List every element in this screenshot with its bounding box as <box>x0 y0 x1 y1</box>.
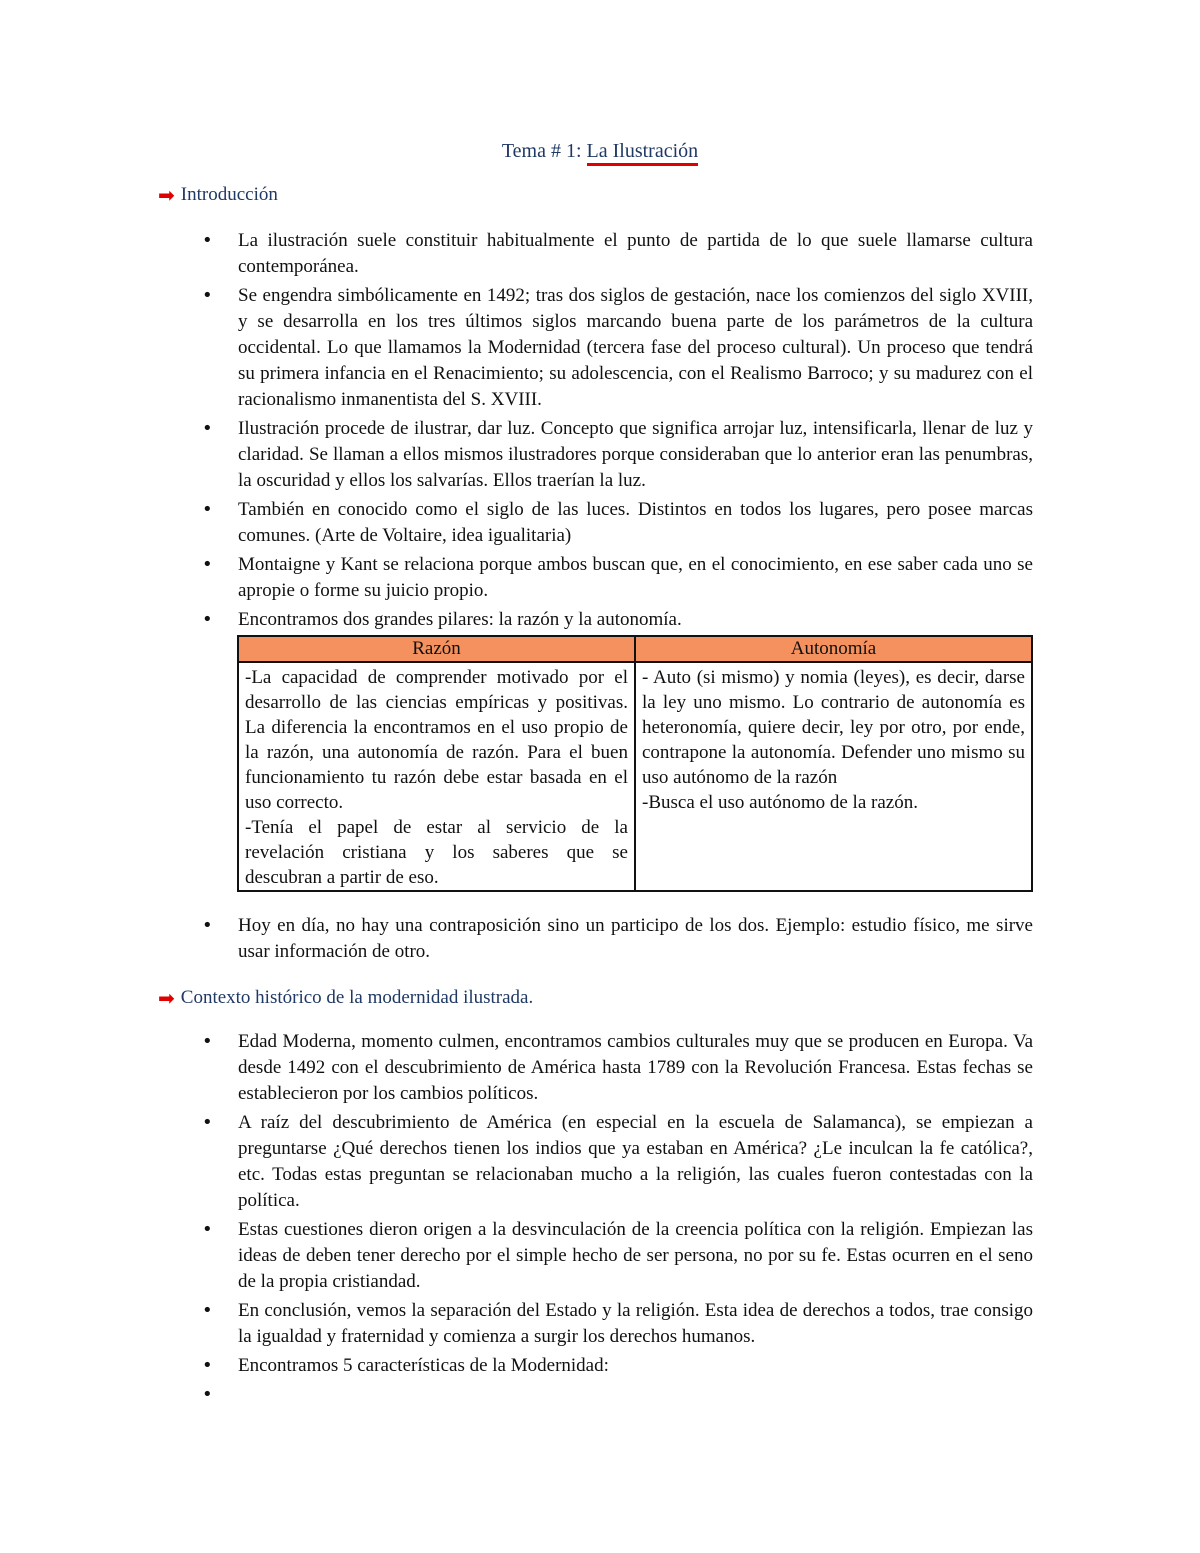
section-heading-text: Introducción <box>180 184 278 205</box>
list-item: • Montaigne y Kant se relaciona porque ambos buscan que, en el conocimiento, en ese saber cada uno se apropie o forme su juicio propio. <box>238 552 1033 604</box>
list-item: • Encontramos dos grandes pilares: la razón y la autonomía. <box>238 607 1033 633</box>
intro-bullet-list <box>238 228 1033 636</box>
page-title <box>0 140 1200 163</box>
list-item: • En conclusión, vemos la separación del Estado y la religión. Esta idea de derechos a todos, trae consigo la igualdad y fraternidad y comienza a surgir los derechos humanos. <box>238 1298 1033 1350</box>
right-arrow-icon: ➡ <box>158 183 175 207</box>
cell-paragraph: - Auto (si mismo) y nomia (leyes), es decir, darse la ley uno mismo. Lo contrario de autonomía es heteronomía, quiere decir, ley por otro, por ende, contrapone la autonomía. Defender uno mismo su uso autónomo de la razón <box>642 667 1025 788</box>
list-item <box>238 1382 1033 1408</box>
list-item: • Edad Moderna, momento culmen, encontramos cambios culturales muy que se producen en Europa. Va desde 1492 con el descubrimiento de América hasta 1789 con la Revolución Francesa. Estas fechas se establecieron por los cambios políticos. <box>238 1029 1033 1107</box>
list-item: • Estas cuestiones dieron origen a la desvinculación de la creencia política con la religión. Empiezan las ideas de deben tener derecho por el simple hecho de ser persona, no por su fe. Estas ocurren en el seno de la propia cristiandad. <box>238 1217 1033 1295</box>
table-row <box>238 662 1032 891</box>
list-item: • Se engendra simbólicamente en 1492; tras dos siglos de gestación, nace los comienzos del siglo XVIII, y se desarrolla en los tres últimos siglos marcando buena parte de los parámetros de la cultura occidental. Lo que llamamos la Modernidad (tercera fase del proceso cultural). Un proceso que tendrá su primera infancia en el Renacimiento; su adolescencia, con el Realismo Barroco; y su madurez con el racionalismo inmanentista del S. XVIII. <box>238 283 1033 413</box>
list-item: • Encontramos 5 características de la Modernidad: <box>238 1353 1033 1379</box>
contexto-bullet-list <box>238 1029 1033 1411</box>
title-prefix: Tema # 1: <box>501 140 587 162</box>
section-heading-contexto <box>158 986 533 1010</box>
list-item: • Hoy en día, no hay una contraposición sino un participo de los dos. Ejemplo: estudio físico, me sirve usar información de otro. <box>238 913 1033 965</box>
after-table-bullet-list <box>238 913 1033 968</box>
cell-paragraph: -Tenía el papel de estar al servicio de la revelación cristiana y los saberes que se descubran a partir de eso. <box>245 817 628 888</box>
right-arrow-icon: ➡ <box>158 986 175 1010</box>
cell-paragraph: -Busca el uso autónomo de la razón. <box>642 792 918 813</box>
list-item: • También en conocido como el siglo de las luces. Distintos en todos los lugares, pero posee marcas comunes. (Arte de Voltaire, idea igualitaria) <box>238 497 1033 549</box>
section-heading-introduccion <box>158 183 278 207</box>
cell-paragraph: -La capacidad de comprender motivado por el desarrollo de las ciencias empíricas y positivas. La diferencia la encontramos en el uso propio de la razón, una autonomía de razón. Para el buen funcionamiento tu razón debe estar basada en el uso correcto. <box>245 667 628 813</box>
list-item: • A raíz del descubrimiento de América (en especial en la escuela de Salamanca), se empiezan a preguntarse ¿Qué derechos tienen los indios que ya estaban en América? ¿Le inculcan la fe católica?, etc. Todas estas preguntan se relacionaban mucho a la religión, las cuales fueron contestadas con la política. <box>238 1110 1033 1214</box>
section-heading-text: Contexto histórico de la modernidad ilustrada. <box>180 987 534 1008</box>
table-cell-razon <box>238 662 635 891</box>
list-item: • Ilustración procede de ilustrar, dar luz. Concepto que significa arrojar luz, intensificarla, llenar de luz y claridad. Se llaman a ellos mismos ilustradores porque consideraban que lo anterior eran las penumbras, la oscuridad y ellos los salvarías. Ellos traerían la luz. <box>238 416 1033 494</box>
razon-autonomia-table <box>237 635 1033 892</box>
title-underlined: La Ilustración <box>587 140 699 166</box>
table-header-razon: Razón <box>238 636 635 662</box>
list-item: • La ilustración suele constituir habitualmente el punto de partida de lo que suele llamarse cultura contemporánea. <box>238 228 1033 280</box>
table-header-autonomia: Autonomía <box>635 636 1032 662</box>
table-cell-autonomia <box>635 662 1032 891</box>
